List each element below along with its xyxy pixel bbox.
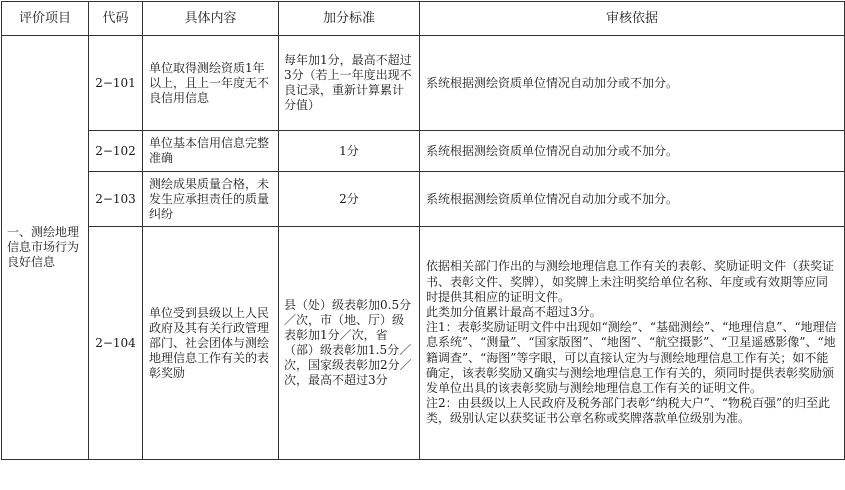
header-basis: 审核依据 xyxy=(420,2,845,36)
basis-cell: 系统根据测绘资质单位情况自动加分或不加分。 xyxy=(420,172,845,227)
header-row xyxy=(2,2,845,36)
basis-cell xyxy=(420,227,845,460)
content-cell: 单位取得测绘资质1年以上，且上一年度无不良信用信息 xyxy=(143,36,279,131)
content-cell: 单位受到县级以上人民政府及其有关行政管理部门、社会团体与测绘地理信息工作有关的表彰奖励 xyxy=(143,227,279,460)
code-cell: 2−104 xyxy=(89,227,143,460)
table-row xyxy=(2,227,845,460)
header-item: 评价项目 xyxy=(2,2,89,36)
standard-cell: 1分 xyxy=(279,131,420,172)
basis-note: 注1：表彰奖励证明文件中出现如“测绘”、“基础测绘”、“地理信息”、“地理信息系统”、“测量”、“国家版图”、“地图”、“航空摄影”、“卫星遥感影像”、“地籍调查”、“海图”等字眼，可以直接认定为与测绘地理信息工作有关；如不能确定，该表彰奖励又确实与测绘地理信息工作有关的，须同时提供表彰奖励颁发单位出具的该表彰奖励与测绘地理信息工作有关的证明文件。 xyxy=(426,320,837,395)
basis-note: 注2：由县级以上人民政府及税务部门表彰“纳税大户”、“物税百强”的归至此类，级别认定以获奖证书公章名称或奖牌落款单位级别为准。 xyxy=(426,396,831,426)
code-cell: 2−103 xyxy=(89,172,143,227)
header-standard: 加分标准 xyxy=(279,2,420,36)
standard-cell: 每年加1分，最高不超过3分（若上一年度出现不良记录，重新计算累计分值） xyxy=(279,36,420,131)
evaluation-table xyxy=(1,1,845,460)
code-cell: 2−101 xyxy=(89,36,143,131)
table-row xyxy=(2,131,845,172)
standard-cell: 县（处）级表彰加0.5分／次，市（地、厅）级表彰加1分／次，省（部）级表彰加1.5分／次，国家级表彰加2分／次，最高不超过3分 xyxy=(279,227,420,460)
content-cell: 测绘成果质量合格，未发生应承担责任的质量纠纷 xyxy=(143,172,279,227)
standard-cell: 2分 xyxy=(279,172,420,227)
basis-paragraph: 依据相关部门作出的与测绘地理信息工作有关的表彰、奖励证明文件（获奖证书、表彰文件、奖牌），如奖牌上未注明奖给单位名称、年度或有效期等应同时提供其相应的证明文件。 xyxy=(426,259,835,304)
code-cell: 2−102 xyxy=(89,131,143,172)
header-content: 具体内容 xyxy=(143,2,279,36)
content-cell: 单位基本信用信息完整准确 xyxy=(143,131,279,172)
category-cell: 一、测绘地理信息市场行为良好信息 xyxy=(2,36,89,460)
basis-cell: 系统根据测绘资质单位情况自动加分或不加分。 xyxy=(420,36,845,131)
header-code: 代码 xyxy=(89,2,143,36)
table-row xyxy=(2,36,845,131)
basis-paragraph: 此类加分值累计最高不超过3分。 xyxy=(426,304,602,319)
basis-cell: 系统根据测绘资质单位情况自动加分或不加分。 xyxy=(420,131,845,172)
table-row xyxy=(2,172,845,227)
